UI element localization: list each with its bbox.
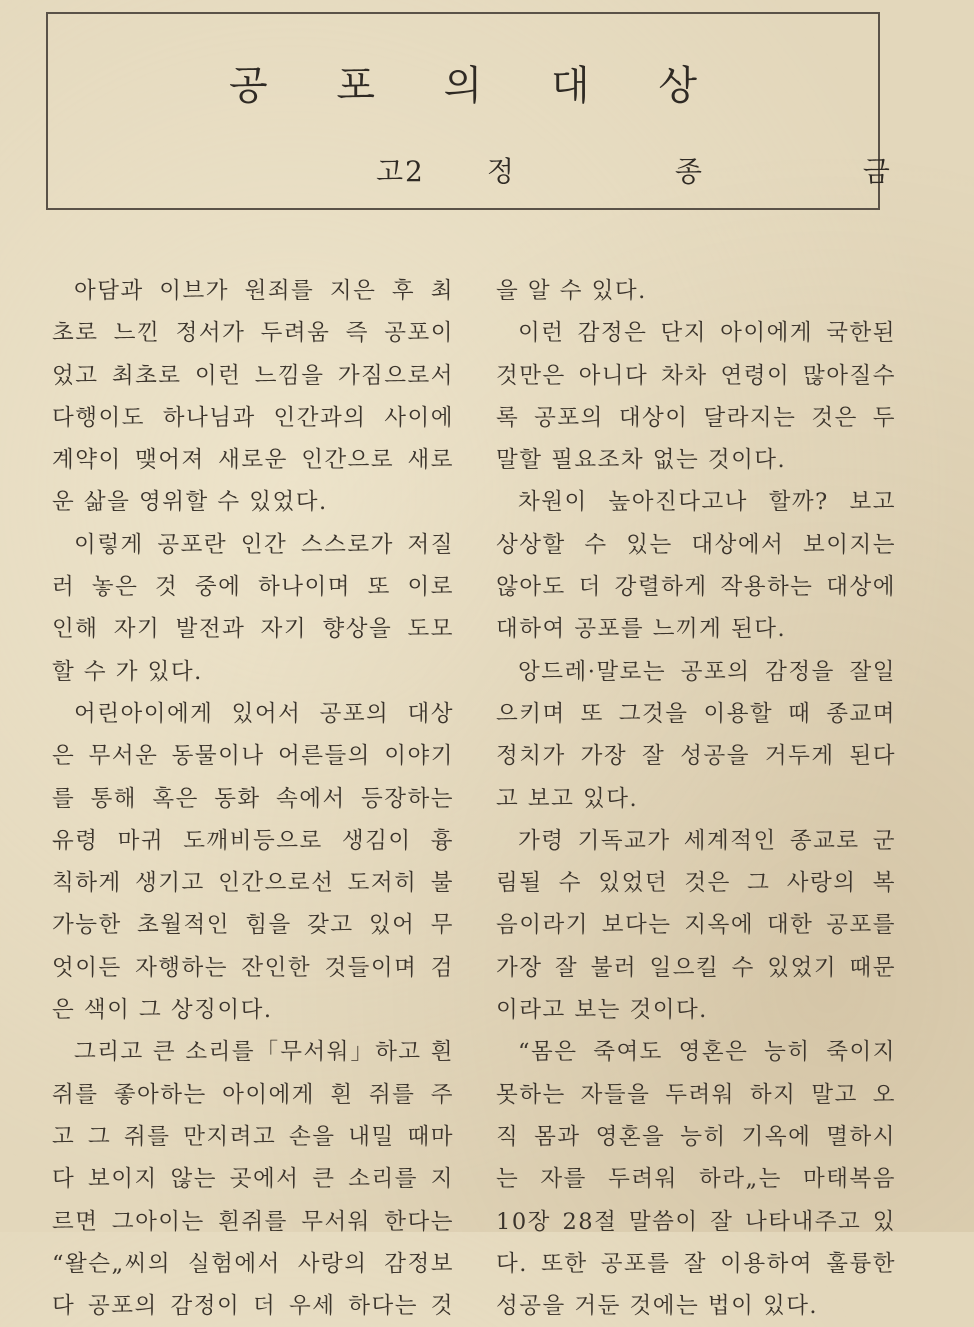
text-line: “몸은 죽여도 영혼은 능히 죽이지 bbox=[518, 1039, 896, 1066]
text-line: 었고 최초로 이런 느낌을 가짐으로서 bbox=[52, 362, 454, 389]
text-line: 못하는 자들을 두려워 하지 말고 오 bbox=[496, 1081, 896, 1108]
text-line: 엇이든 자행하는 잔인한 것들이며 검 bbox=[52, 954, 454, 981]
text-line: 고 그 쥐를 만지려고 손을 내밀 때마 bbox=[52, 1123, 454, 1150]
text-line: 으키며 또 그것을 이용할 때 종교며 bbox=[496, 700, 896, 727]
text-line: 이런 감정은 단지 아이에게 국한된 bbox=[518, 320, 896, 347]
text-line: 고 보고 있다. bbox=[496, 785, 639, 812]
text-line: 록 공포의 대상이 달라지는 것은 두 bbox=[496, 404, 896, 431]
text-line: 할 수 가 있다. bbox=[52, 658, 203, 685]
text-line: 음이라기 보다는 지옥에 대한 공포를 bbox=[496, 912, 896, 939]
text-line: 가능한 초월적인 힘을 갖고 있어 무 bbox=[52, 912, 454, 939]
title-box bbox=[46, 12, 966, 210]
text-line: 것만은 아니다 차차 연령이 많아질수 bbox=[496, 362, 896, 389]
text-line: 대하여 공포를 느끼게 된다. bbox=[496, 616, 787, 643]
text-line: 않아도 더 강렬하게 작용하는 대상에 bbox=[496, 574, 896, 601]
text-line: 은 색이 그 상징이다. bbox=[52, 997, 273, 1024]
text-line: 가장 잘 불러 일으킬 수 있었기 때문 bbox=[496, 954, 896, 981]
text-line: 다 보이지 않는 곳에서 큰 소리를 지 bbox=[52, 1166, 454, 1193]
text-line: 인해 자기 발전과 자기 향상을 도모 bbox=[52, 616, 454, 643]
text-line: 이라고 보는 것이다. bbox=[496, 997, 708, 1024]
text-line: 쥐를 좋아하는 아이에게 흰 쥐를 주 bbox=[52, 1081, 454, 1108]
author-grade: 고2 bbox=[376, 155, 425, 188]
text-line: 이렇게 공포란 인간 스스로가 저질 bbox=[74, 531, 454, 558]
text-line: 차원이 높아진다고나 할까? 보고 bbox=[518, 489, 896, 516]
text-line: 은 무서운 동물이나 어른들의 이야기 bbox=[52, 743, 454, 770]
left-column bbox=[52, 270, 454, 1327]
author-name: 정 종 금 bbox=[486, 155, 966, 188]
text-line: 를 통해 혹은 동화 속에서 등장하는 bbox=[52, 785, 454, 812]
text-line: 유령 마귀 도깨비등으로 생김이 흉 bbox=[52, 827, 454, 854]
text-line: 가령 기독교가 세계적인 종교로 군 bbox=[518, 827, 896, 854]
text-line: 어린아이에게 있어서 공포의 대상 bbox=[74, 700, 454, 727]
text-line: 다 공포의 감정이 더 우세 하다는 것 bbox=[52, 1293, 454, 1320]
text-line: 앙드레·말로는 공포의 감정을 잘일 bbox=[518, 658, 896, 685]
text-line: 성공을 거둔 것에는 법이 있다. bbox=[496, 1293, 819, 1320]
text-line: 상상할 수 있는 대상에서 보이지는 bbox=[496, 531, 896, 558]
text-line: 림될 수 있었던 것은 그 사랑의 복 bbox=[496, 870, 896, 897]
text-line: 다. 또한 공포를 잘 이용하여 훌륭한 bbox=[496, 1250, 896, 1277]
text-line: 는 자를 두려워 하라„는 마태복음 bbox=[496, 1166, 896, 1193]
text-line: 운 삶을 영위할 수 있었다. bbox=[52, 489, 328, 516]
right-column bbox=[496, 270, 896, 1327]
text-line: 직 몸과 영혼을 능히 기옥에 멸하시 bbox=[496, 1123, 896, 1150]
text-line: 말할 필요조차 없는 것이다. bbox=[496, 447, 787, 474]
text-line: 칙하게 생기고 인간으로선 도저히 불 bbox=[52, 870, 454, 897]
text-line: 을 알 수 있다. bbox=[496, 278, 647, 304]
text-line: 아담과 이브가 원죄를 지은 후 최 bbox=[74, 278, 454, 304]
text-line: 계약이 맺어져 새로운 인간으로 새로 bbox=[52, 447, 454, 474]
text-line: 그리고 큰 소리를「무서워」하고 흰 bbox=[74, 1039, 454, 1066]
text-line: 10장 28절 말씀이 잘 나타내주고 있 bbox=[496, 1208, 896, 1235]
text-line: 다행이도 하나님과 인간과의 사이에 bbox=[52, 404, 454, 431]
text-line: 러 놓은 것 중에 하나이며 또 이로 bbox=[52, 574, 454, 601]
text-line: 르면 그아이는 흰쥐를 무서워 한다는 bbox=[52, 1208, 454, 1235]
text-line: 초로 느낀 정서가 두려움 즉 공포이 bbox=[52, 320, 454, 347]
article-title: 공 포 의 대 상 bbox=[228, 63, 726, 109]
text-line: 정치가 가장 잘 성공을 거두게 된다 bbox=[496, 743, 896, 770]
author-line bbox=[376, 150, 966, 190]
text-line: “왈슨„씨의 실험에서 사랑의 감정보 bbox=[52, 1250, 454, 1277]
